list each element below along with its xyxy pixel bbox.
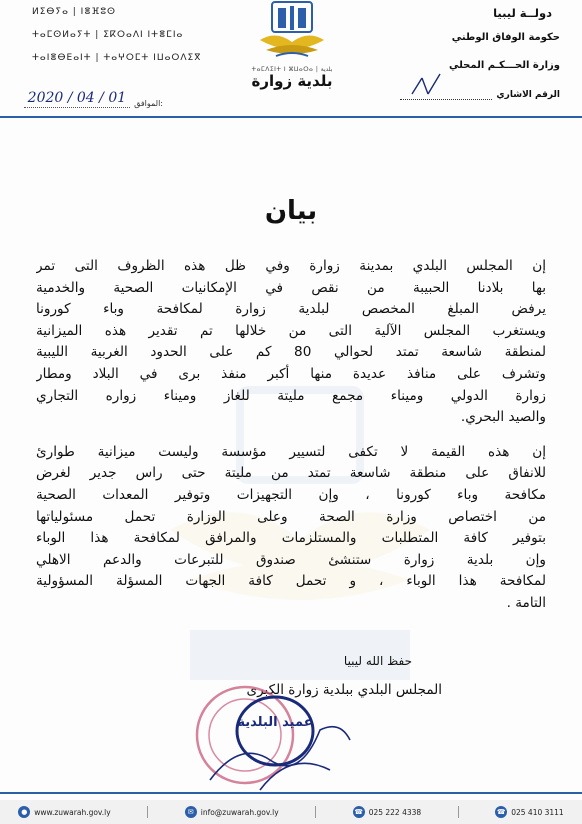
text-line: التامة . xyxy=(506,594,546,611)
email-text: info@zuwarah.gov.ly xyxy=(200,807,279,817)
fax-icon: ☎ xyxy=(496,808,506,816)
text-line: وإن بلدية زوارة ستنشئ صندوق للتبرعات والدعم الاهلي xyxy=(36,551,546,568)
footer-separator xyxy=(315,806,316,818)
footer-phone-2 xyxy=(495,806,564,818)
footer-phone-1 xyxy=(353,806,422,818)
header-government: حكومة الوفاق الوطني xyxy=(451,32,560,43)
handwritten-signature-icon xyxy=(200,700,360,800)
phone-text: 025 222 4338 xyxy=(368,807,422,817)
text-line: إن هذه القيمة لا تكفى لتسيير مؤسسة وليست ميزانية طوارئ xyxy=(36,443,546,460)
footer-contact-bar xyxy=(0,800,582,824)
logo-name: بلدية زوارة xyxy=(251,72,333,90)
text-line: من اختصاص وزارة الصحة وعلى الوزارة تحمل مسئولياتها xyxy=(36,508,546,525)
text-line: إن المجلس البلدي بمدينة زوارة وفي ظل هذه الظروف التى تمر xyxy=(36,258,546,274)
reference-label: الرقم الاشاري xyxy=(496,90,560,100)
reference-line xyxy=(400,90,492,100)
globe-icon: ● xyxy=(18,806,30,818)
municipality-logo xyxy=(246,0,338,98)
closing-phrase: حفظ الله ليبيا xyxy=(343,654,412,668)
signer-name: المجلس البلدي ببلدية زوارة الكبرى xyxy=(246,682,442,698)
website-text: www.zuwarah.gov.ly xyxy=(34,807,111,817)
header-tifinagh-line-1: ⵍⵉⴱⵢⴰ | ⵏⴻⴼⵓⵙ xyxy=(32,7,117,17)
text-line: مكافحة وباء كورونا ، وإن التجهيزات وتوفير المعدات الصحية xyxy=(36,486,546,503)
seal-text: عميد البلدية xyxy=(237,715,313,730)
text-line: والصيد البحري. xyxy=(460,409,546,426)
mail-icon: ✉ xyxy=(185,806,197,818)
footer-separator xyxy=(147,806,148,818)
text-line: وتشرف على منافذ عديدة منها أكبر منفذ برى في البلاد ومطار xyxy=(36,365,546,382)
footer-divider xyxy=(0,792,582,794)
header-divider xyxy=(0,116,582,118)
document-title: بيان xyxy=(264,196,318,226)
header-tifinagh-line-2: ⵜⴰⵎⵙⵍⴰⵢⵜ | ⵉⴽⵔⴰⴷⵏ ⵏⵜⴻⵎⵏⴰ xyxy=(32,30,184,40)
document-body xyxy=(36,256,546,628)
header-ministry: وزارة الحـــكـم المحلي xyxy=(448,60,560,71)
header-tifinagh-line-3: ⵜⴰⵏⴻⴱⴹⴰⵏⵜ | ⵜⴰⵖⵔⵎⵜ ⵏⵡⴰⵔⴷⵉⴳ xyxy=(32,53,202,63)
header-ministry-block xyxy=(400,6,560,73)
text-line: بتوفير كافة المتطلبات والمستلزمات والمرافق لمكافحة هذا الوباء xyxy=(36,530,546,547)
logo-subtitle: ⵜⴰⵎⴷⵉⵏⵜ ⵏ ⵣⵡⴰⵔⴰ | بلدية xyxy=(251,66,333,73)
phone-text: 025 410 3111 xyxy=(511,807,564,817)
text-line: زوارة الدولي وميناء مجمع مليتة للغاز وميناء زواره التجاري xyxy=(36,387,546,404)
paragraph-2 xyxy=(36,442,546,615)
reference-number-row xyxy=(400,90,560,100)
date-label: :الموافق xyxy=(134,99,163,108)
phone-icon: ☎ xyxy=(354,808,364,816)
zuwarah-logo-icon xyxy=(246,0,338,62)
paragraph-1 xyxy=(36,256,546,429)
text-line: للانفاق على منطقة شاسعة تمتد من مليتة حتى راس جدير لغرض xyxy=(36,465,546,482)
date-row xyxy=(18,90,163,108)
footer-website[interactable] xyxy=(18,806,110,818)
date-value: 2020 / 04 / 01 xyxy=(24,90,131,108)
text-line: لمنطقة شاسعة تمتد لحوالي 80 كم على الحدود الغربية الليبية xyxy=(36,344,546,361)
reference-scribble-icon xyxy=(410,72,450,98)
footer-separator xyxy=(458,806,459,818)
text-line: يرفض المبلغ المخصص لبلدية زوارة لمكافحة وباء كورونا xyxy=(36,301,546,318)
text-line: بها بلادنا الحبيبة من نقص في الإمكانيات الصحية والخدمية xyxy=(36,279,546,296)
footer-email[interactable] xyxy=(185,806,279,818)
text-line: ويستغرب المجلس الآلية التى من خلالها تم تقدير هذه الميزانية xyxy=(36,322,546,339)
header-tifinagh-block xyxy=(32,6,202,75)
text-line: لمكافحة هذا الوباء ، و تحمل كافة الجهات المسؤلة المسؤولية xyxy=(36,573,546,590)
header-country: دولــة ليبيا xyxy=(493,6,552,20)
